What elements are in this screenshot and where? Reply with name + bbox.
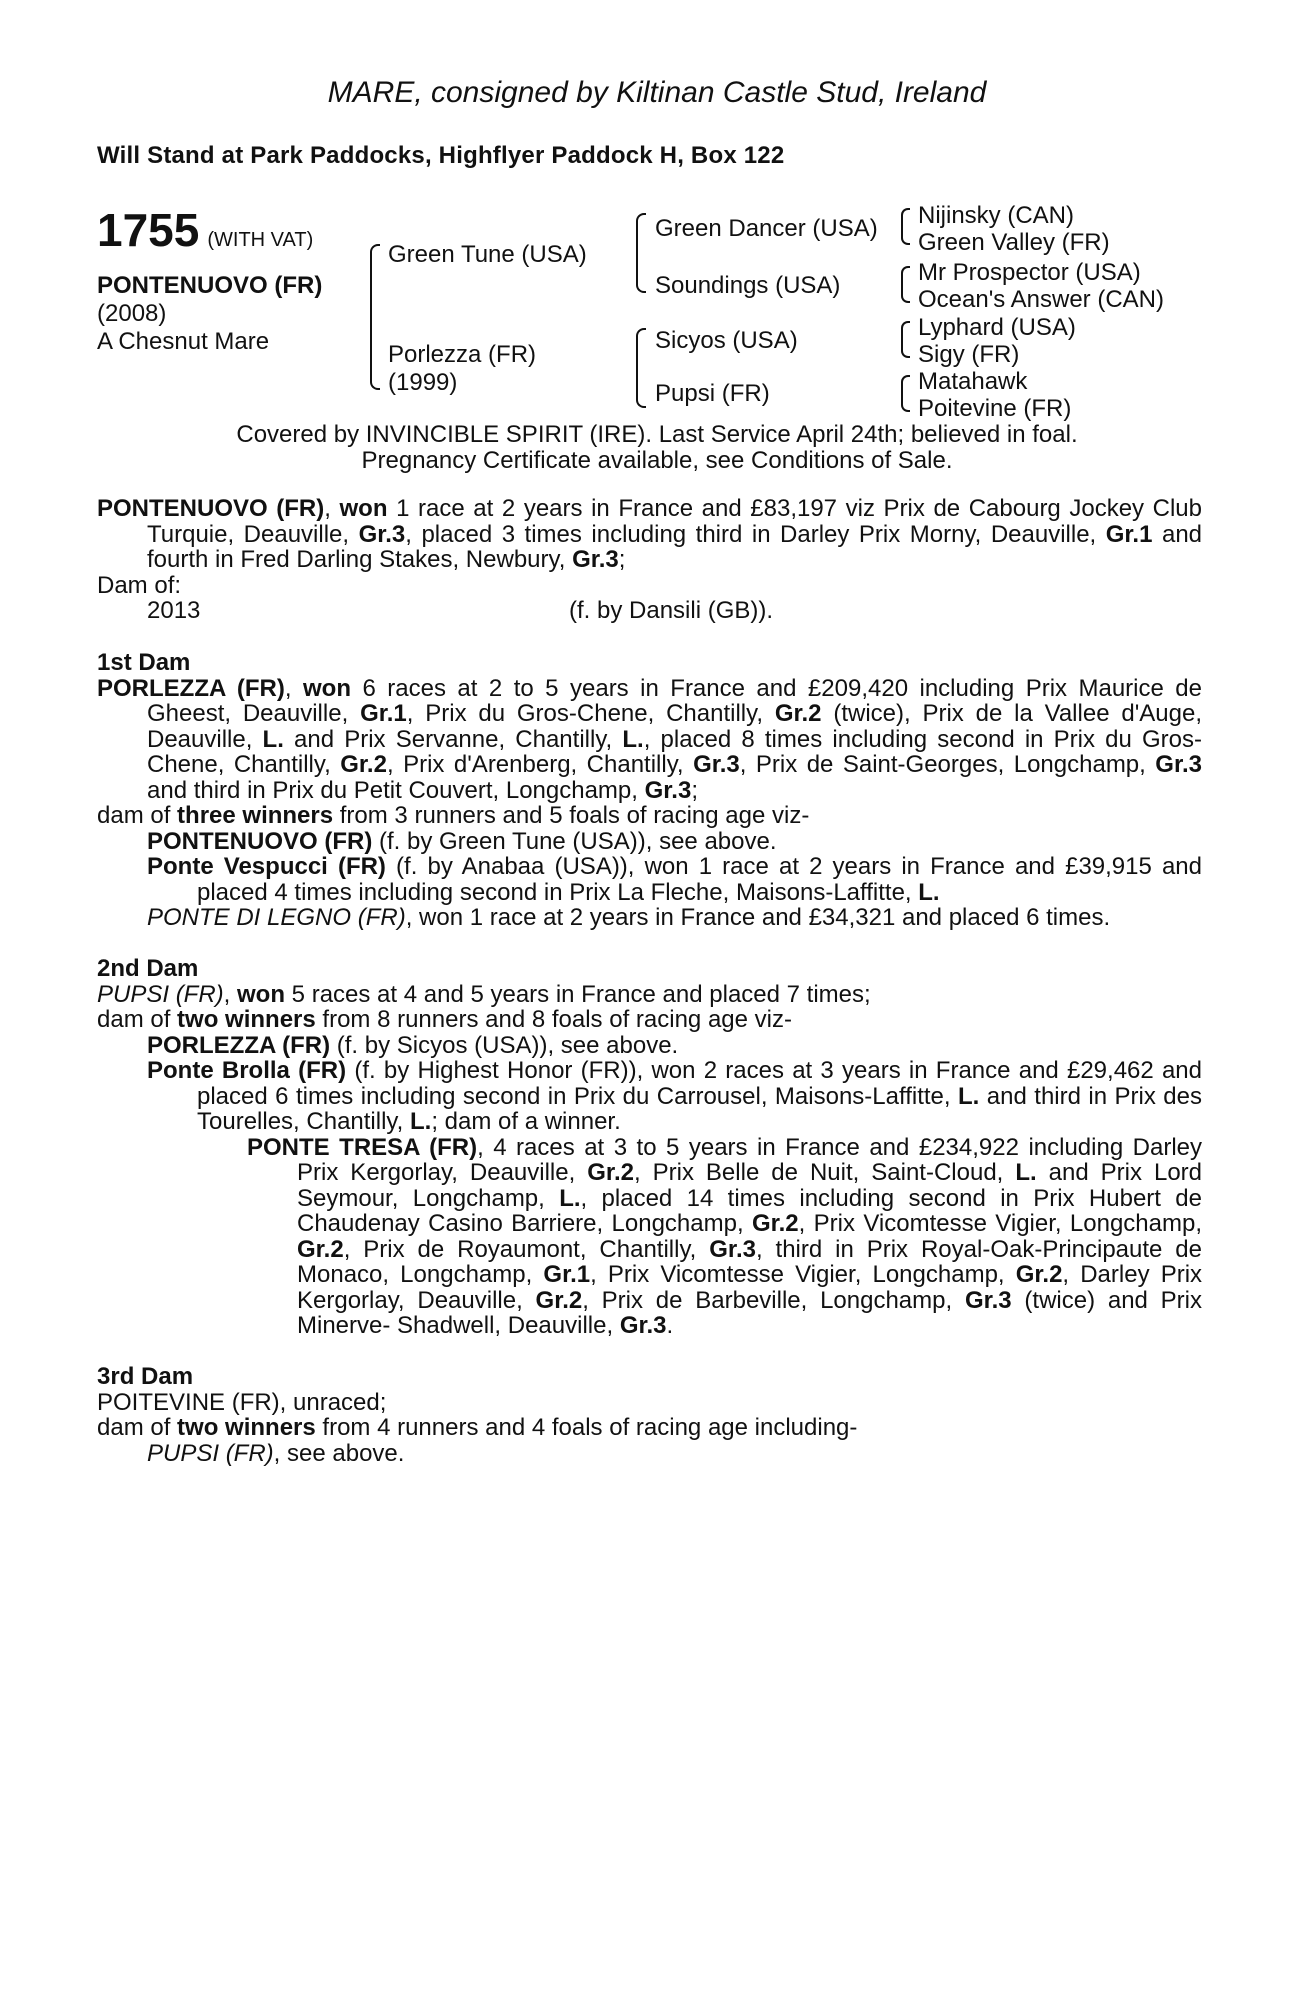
third-dam-name: POITEVINE (FR), unraced;: [97, 1388, 387, 1416]
sire-sire-sire: Nijinsky (CAN): [918, 202, 1074, 229]
horse-name: PONTENUOVO (FR): [97, 272, 323, 299]
pedigree-bracket: [901, 321, 910, 358]
horse-year: (2008): [97, 300, 167, 327]
first-dam-name: PORLEZZA (FR): [97, 674, 285, 702]
dam-year: (1999): [388, 369, 458, 396]
first-dam-heading: 1st Dam: [97, 649, 191, 676]
produce-year: 2013: [147, 597, 201, 624]
second-dam-heading: 2nd Dam: [97, 955, 199, 982]
third-dam-section: 3rd Dam POITEVINE (FR), unraced; dam of two winners from 4 runners and 4 foals of racing age including- PUPSI (FR), see above.: [97, 1364, 1202, 1466]
sire-sire-dam: Green Valley (FR): [918, 229, 1110, 256]
offspring-item: PORLEZZA (FR) (f. by Sicyos (USA)), see above.: [147, 1031, 679, 1059]
sire-sire: Green Dancer (USA): [655, 215, 878, 242]
offspring-item: Ponte Vespucci (FR) (f. by Anabaa (USA)), won 1 race at 2 years in France and £39,915 and placed 4 times including second in Prix La Fleche, Maisons-Laffitte, L.: [147, 853, 1203, 906]
offspring-item: PONTE DI LEGNO (FR), won 1 race at 2 years in France and £34,321 and placed 6 times.: [147, 904, 1111, 931]
vat-note: (WITH VAT): [207, 229, 314, 251]
offspring-item: PONTENUOVO (FR) (f. by Green Tune (USA)), see above.: [147, 827, 777, 855]
dam-sire-dam: Sigy (FR): [918, 341, 1020, 368]
second-dam-name: PUPSI (FR): [97, 980, 224, 1008]
record-horse-name: PONTENUOVO (FR): [97, 495, 325, 522]
pedigree-bracket: [901, 266, 910, 303]
grand-offspring-item: PONTE TRESA (FR), 4 races at 3 to 5 years in France and £234,922 including Darley Prix Kergorlay, Deauville, Gr.2, Prix Belle de Nuit, Saint-Cloud, L. and Prix Lord Seymour, Longchamp, L., placed 14 times including second in Prix Hubert de Chaudenay Casino Barriere, Longchamp, Gr.2, Prix Vicomtesse Vigier, Longchamp, Gr.2, Prix de Royaumont, Chantilly, Gr.3, third in Prix Royal-Oak-Principaute de Monaco, Longchamp, Gr.1, Prix Vicomtesse Vigier, Longchamp, Gr.2, Darley Prix Kergorlay, Deauville, Gr.2, Prix de Barbeville, Longchamp, Gr.3 (twice) and Prix Minerve- Shadwell, Deauville, Gr.3.: [247, 1133, 1203, 1339]
lot-number: 1755: [97, 204, 200, 256]
sire-dam-sire: Mr Prospector (USA): [918, 259, 1141, 286]
pedigree-bracket: [901, 208, 910, 245]
racing-record: PONTENUOVO (FR), won 1 race at 2 years in France and £83,197 viz Prix de Cabourg Jockey Club Turquie, Deauville, Gr.3, placed 3 times including third in Darley Prix Morny, Deauville, Gr.1 and fourth in Fred Darling Stakes, Newbury, Gr.3; Dam of: 2013 (f. by Dansili (GB)).: [97, 495, 1203, 624]
sire: Green Tune (USA): [388, 241, 587, 268]
first-dam-section: 1st Dam PORLEZZA (FR), won 6 races at 2 to 5 years in France and £209,420 including Prix Maurice de Gheest, Deauville, Gr.1, Prix du Gros-Chene, Chantilly, Gr.2 (twice), Prix de la Vallee d'Auge, Deauville, L. and Prix Servanne, Chantilly, L., placed 8 times including second in Prix du Gros-Chene, Chantilly, Gr.2, Prix d'Arenberg, Chantilly, Gr.3, Prix de Saint-Georges, Longchamp, Gr.3 and third in Prix du Petit Couvert, Longchamp, Gr.3; dam of three winners from 3 runners and 5 foals of racing age viz- PONTENUOVO (FR) (f. by Green Tune (USA)), see above. Ponte Vespucci (FR) (f. by Anabaa (USA)), won 1 race at 2 years in France and £39,915 and placed 4 times including second in Prix La Fleche, Maisons-Laffitte, L. PONTE DI LEGNO (FR), won 1 race at 2 years in France and £34,321 and placed 6 times.: [97, 649, 1203, 931]
pedigree-bracket: [636, 328, 646, 408]
lot-number-block: [97, 203, 313, 257]
offspring-item: Ponte Brolla (FR) (f. by Highest Honor (FR)), won 2 races at 3 years in France and £29,462 and placed 6 times including second in Prix du Carrousel, Maisons-Laffitte, L. and third in Prix des Tourelles, Chantilly, L.; dam of a winner.: [147, 1057, 1202, 1135]
dam-dam: Pupsi (FR): [655, 380, 770, 407]
stand-location: Will Stand at Park Paddocks, Highflyer Paddock H, Box 122: [97, 142, 785, 169]
sire-dam-dam: Ocean's Answer (CAN): [918, 286, 1164, 313]
pedigree-bracket: [370, 244, 380, 390]
second-dam-section: 2nd Dam PUPSI (FR), won 5 races at 4 and 5 years in France and placed 7 times; dam of two winners from 8 runners and 8 foals of racing age viz- PORLEZZA (FR) (f. by Sicyos (USA)), see above. Ponte Brolla (FR) (f. by Highest Honor (FR)), won 2 races at 3 years in France and £29,462 and placed 6 times including second in Prix du Carrousel, Maisons-Laffitte, L. and third in Prix des Tourelles, Chantilly, L.; dam of a winner. PONTE TRESA (FR), 4 races at 3 to 5 years in France and £234,922 including Darley Prix Kergorlay, Deauville, Gr.2, Prix Belle de Nuit, Saint-Cloud, L. and Prix Lord Seymour, Longchamp, L., placed 14 times including second in Prix Hubert de Chaudenay Casino Barriere, Longchamp, Gr.2, Prix Vicomtesse Vigier, Longchamp, Gr.2, Prix de Royaumont, Chantilly, Gr.3, third in Prix Royal-Oak-Principaute de Monaco, Longchamp, Gr.1, Prix Vicomtesse Vigier, Longchamp, Gr.2, Darley Prix Kergorlay, Deauville, Gr.2, Prix de Barbeville, Longchamp, Gr.3 (twice) and Prix Minerve- Shadwell, Deauville, Gr.3.: [97, 955, 1203, 1339]
offspring-item: PUPSI (FR), see above.: [147, 1439, 405, 1467]
produce-description: (f. by Dansili (GB)).: [569, 597, 774, 624]
pedigree-bracket: [636, 213, 646, 293]
pregnancy-line: Pregnancy Certificate available, see Conditions of Sale.: [361, 447, 953, 474]
dam-of-label: Dam of:: [97, 571, 182, 599]
dam-sire-sire: Lyphard (USA): [918, 314, 1076, 341]
dam: Porlezza (FR): [388, 341, 537, 368]
dam-dam-dam: Poitevine (FR): [918, 395, 1072, 422]
third-dam-heading: 3rd Dam: [97, 1363, 194, 1390]
dam-sire: Sicyos (USA): [655, 327, 798, 354]
consignor-header: MARE, consigned by Kiltinan Castle Stud, Ireland: [327, 76, 987, 109]
horse-description: A Chesnut Mare: [97, 328, 270, 355]
pedigree-bracket: [901, 375, 910, 412]
covered-line: Covered by INVINCIBLE SPIRIT (IRE). Last Service April 24th; believed in foal.: [236, 421, 1078, 448]
produce-row: [97, 598, 1202, 624]
sire-dam: Soundings (USA): [655, 272, 841, 299]
dam-dam-sire: Matahawk: [918, 368, 1028, 395]
